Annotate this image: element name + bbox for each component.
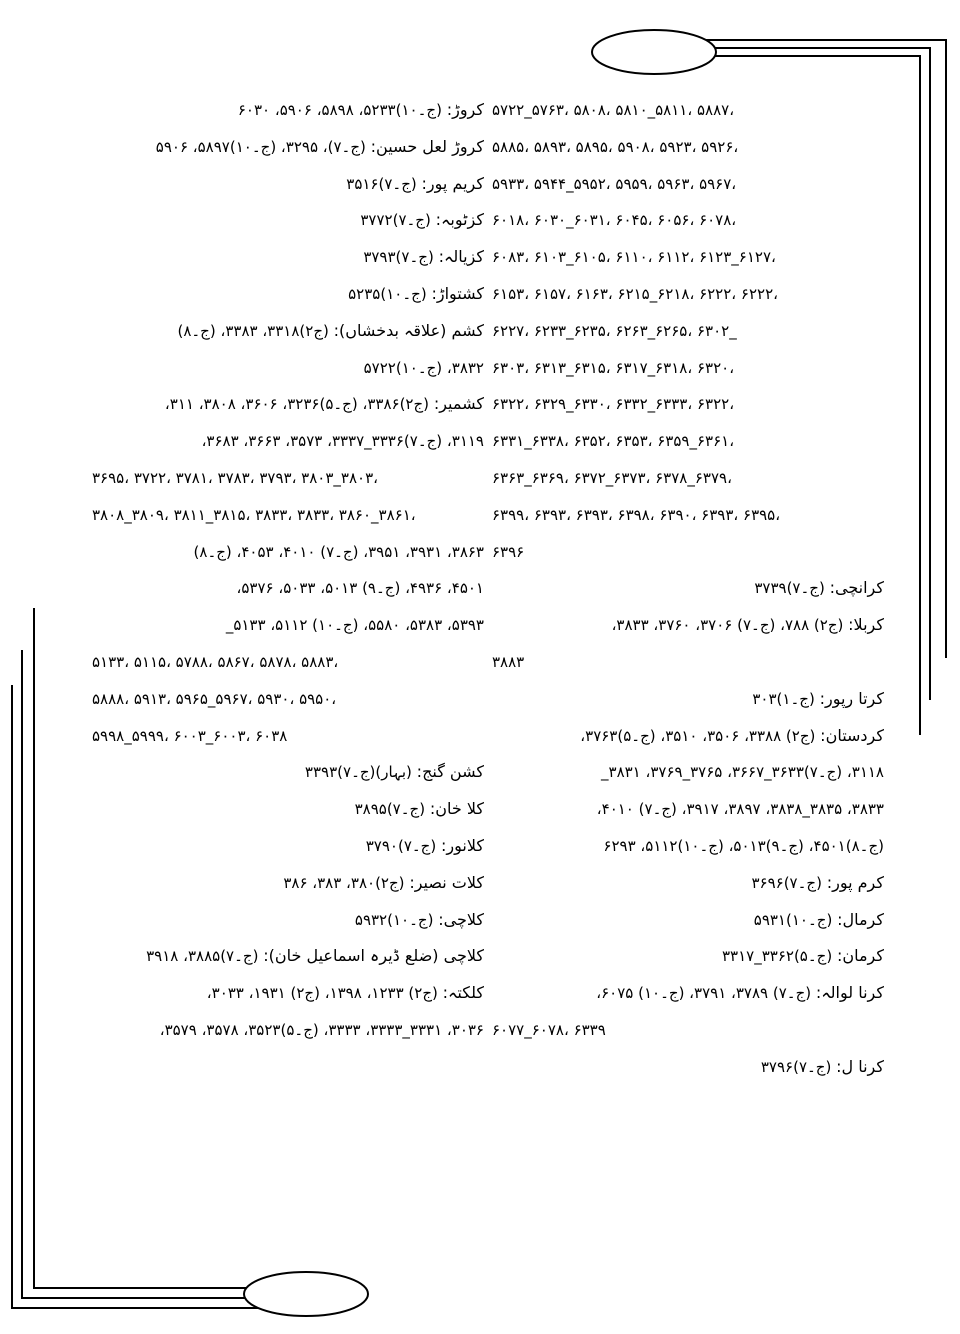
- index-refs: ۶۳۰۳، ۶۳۱۳_۶۳۱۵، ۶۳۱۷_۶۳۱۸، ۶۳۲۰،: [492, 358, 735, 377]
- index-refs: ۵۷۲۲_۵۷۶۳، ۵۸۰۸، ۵۸۱۰_۵۸۱۱، ۵۸۸۷،: [492, 101, 735, 119]
- index-head: کزٹوبہ:: [435, 210, 484, 230]
- index-refs: (ج۲)۳۳۸۶، (ج۔۵)۳۲۳۶، ۳۶۰۶، ۳۸۰۸، ۳۱۱،: [164, 395, 430, 414]
- index-head: کشم (علاقہ بدخشاں):: [333, 320, 484, 340]
- index-line: [92, 313, 484, 350]
- index-line: [492, 166, 884, 203]
- index-line: [492, 828, 884, 865]
- index-refs: ۶۳۶۳_۶۳۶۹، ۶۳۷۲_۶۳۷۳، ۶۳۷۸_۶۳۷۹،: [492, 468, 732, 487]
- index-refs: ۳۸۸۳: [492, 652, 525, 671]
- index-line: [92, 386, 484, 423]
- bottom-ornament-oval: [244, 1272, 368, 1316]
- index-refs: (ج۲) ۷۸۸، (ج۔۷) ۳۷۰۶، ۳۷۶۰، ۳۸۳۳،: [611, 616, 844, 635]
- index-refs: ۶۰۷۷_۶۰۷۸، ۶۳۳۹: [492, 1020, 606, 1039]
- index-line: [92, 276, 484, 313]
- index-refs: ۳۶۹۵، ۳۷۲۲، ۳۷۸۱، ۳۷۸۳، ۳۷۹۳، ۳۸۰۳_۳۸۰۳،: [92, 468, 378, 487]
- index-refs: ۶۰۱۸، ۶۰۳۰_۶۰۳۱، ۶۰۴۵، ۶۰۵۶، ۶۰۷۸،: [492, 211, 737, 230]
- index-refs: (ج۔۱۰)۵۲۳۵: [348, 284, 427, 303]
- index-line: [92, 92, 484, 129]
- index-refs: (بہار)(ج۔۷)۳۳۹۳: [304, 763, 412, 782]
- index-refs: ۳۱۱۸، (ج۔۷)۳۶۳۳_۳۶۶۷، ۳۷۶۵_۳۷۶۹، ۳۸۳۱_: [601, 763, 884, 782]
- index-line: [492, 276, 884, 313]
- index-refs: ۵۱۳۳، ۵۱۱۵، ۵۷۸۸، ۵۸۶۷، ۵۸۷۸، ۵۸۸۳،: [92, 652, 339, 671]
- index-line: [92, 607, 484, 644]
- index-head: کزیالہ:: [438, 247, 484, 267]
- index-refs: ۶۳۲۲، ۶۳۲۹_۶۳۳۰، ۶۳۳۲_۶۳۳۳، ۶۳۲۲،: [492, 395, 735, 414]
- index-line: [492, 313, 884, 350]
- index-head: کرنا لوالہ:: [815, 983, 884, 1003]
- index-refs: (ج۔۱۰)۵۹۳۱: [753, 910, 833, 929]
- index-refs: (ج۲) ۱۲۳۳، ۱۳۹۸، (ج۲) ۱۹۳۱، ۳۰۳۳،: [206, 984, 438, 1003]
- index-head: کرتا رپور:: [819, 688, 884, 708]
- index-line: [92, 534, 484, 571]
- index-refs: ۵۹۹۸_۵۹۹۹، ۶۰۰۳_۶۰۰۳، ۶۰۳۸: [92, 726, 288, 745]
- index-head: کربلا:: [848, 615, 884, 635]
- index-refs: (ج۔۷)۳۷۳۹: [754, 579, 825, 598]
- index-refs: ۳۰۳۶، ۳۳۳۱_۳۳۳۳، ۳۳۳۳، (ج۔۵)۳۵۲۳، ۳۵۷۸، ۳۵۷۹،: [159, 1020, 484, 1039]
- index-refs: (ج۔۷)۳۷۹۶: [760, 1057, 832, 1076]
- index-line: [92, 902, 484, 939]
- index-head: کریم پور:: [421, 173, 484, 193]
- index-refs: ۶۲۲۷، ۶۲۳۳_۶۲۳۵، ۶۲۶۳_۶۲۶۵، ۶۳۰۲_: [492, 321, 737, 340]
- index-line: [492, 718, 884, 755]
- index-line: [92, 681, 484, 718]
- index-line: [492, 460, 884, 497]
- index-refs: (ج۔۷)۳۷۹۰: [365, 836, 437, 855]
- index-head: کرم پور:: [826, 872, 884, 892]
- index-refs: (ج۲)۳۳۱۸، ۳۳۸۳، (ج۔۸): [177, 321, 329, 340]
- index-line: [92, 791, 484, 828]
- index-refs: (ج۔۱۰)۵۲۳۳، ۵۸۹۸، ۵۹۰۶، ۶۰۳۰: [237, 101, 442, 119]
- index-line: [92, 166, 484, 203]
- index-line: [492, 570, 884, 607]
- index-refs: ۳۸۳۲، (ج۔۱۰)۵۷۲۲: [363, 358, 484, 377]
- index-line: [92, 239, 484, 276]
- index-line: [92, 1012, 484, 1049]
- index-line: [92, 938, 484, 975]
- index-refs: ۵۸۸۸، ۵۹۱۳، ۵۹۶۵_۵۹۶۷، ۵۹۳۰، ۵۹۵۰،: [92, 689, 337, 708]
- index-head: کروڑ لعل حسین:: [370, 136, 484, 156]
- index-refs: ۶۱۵۳، ۶۱۵۷، ۶۱۶۳، ۶۲۱۵_۶۲۱۸، ۶۲۲۲، ۶۲۲۲،: [492, 284, 778, 303]
- index-line: [492, 865, 884, 902]
- index-line: [492, 202, 884, 239]
- index-line: [92, 644, 484, 681]
- index-line: [492, 129, 884, 166]
- index-head: کروڑ:: [446, 100, 484, 119]
- index-head: کلکتہ:: [442, 983, 484, 1003]
- index-head: کلات نصیر:: [409, 872, 484, 892]
- index-refs: ۴۵۰۱، ۴۹۳۶، (ج۔۹) ۵۰۱۳، ۵۰۳۳، ۵۳۷۶،: [236, 579, 484, 598]
- index-line: [92, 202, 484, 239]
- index-line: [492, 1012, 884, 1049]
- index-line: [92, 350, 484, 387]
- top-ornament-oval: [592, 30, 716, 74]
- index-refs: ۶۰۸۳، ۶۱۰۳_۶۱۰۵، ۶۱۱۰، ۶۱۱۲، ۶۱۲۳_۶۱۲۷،: [492, 248, 776, 267]
- index-refs: (ج۔۷)۳۸۹۵: [354, 800, 426, 819]
- index-refs: (ج۔۷)۳۶۹۶: [751, 873, 822, 892]
- index-refs: (ج۔۱)۳۰۳: [752, 689, 815, 708]
- index-refs: ۶۳۳۱_۶۳۳۸، ۶۳۵۲، ۶۳۵۳، ۶۳۵۹_۶۳۶۱،: [492, 432, 735, 451]
- index-refs: (ج۔۷)۳۷۷۲: [360, 211, 431, 230]
- index-line: [92, 975, 484, 1012]
- index-refs: (ج۔۵)۳۳۶۲_۳۳۱۷: [721, 947, 833, 966]
- index-line: [92, 865, 484, 902]
- index-refs: (ج۔۱۰)۵۹۳۲: [354, 910, 434, 929]
- index-line: [492, 92, 884, 129]
- index-line: [492, 681, 884, 718]
- index-refs: ۳۱۱۹، (ج۔۷)۳۳۳۶_۳۳۳۷، ۳۵۷۳، ۳۶۶۳، ۳۶۸۳،: [201, 432, 484, 451]
- index-head: کلانور:: [441, 835, 484, 855]
- left-column: [92, 92, 484, 1049]
- index-line: [492, 791, 884, 828]
- index-line: [92, 423, 484, 460]
- index-line: [492, 607, 884, 644]
- index-refs: ۳۸۳۳، ۳۸۳۵_۳۸۳۸، ۳۸۹۷، ۳۹۱۷، (ج۔۷) ۴۰۱۰،: [596, 800, 884, 819]
- index-line: [92, 718, 484, 755]
- index-line: [492, 386, 884, 423]
- index-head: کرانچی:: [829, 578, 884, 598]
- index-head: کلا خان:: [429, 799, 484, 819]
- index-line: [92, 129, 484, 166]
- index-head: کشمیر:: [433, 394, 484, 414]
- index-refs: ۵۸۸۵، ۵۸۹۳، ۵۸۹۵، ۵۹۰۸، ۵۹۲۳، ۵۹۲۶،: [492, 137, 739, 156]
- index-refs: ۳۸۰۸_۳۸۰۹، ۳۸۱۱_۳۸۱۵، ۳۸۳۳، ۳۸۳۳، ۳۸۶۰_۳۸۶۱،: [92, 505, 416, 524]
- index-refs: ۵۳۹۳، ۵۳۸۳، ۵۵۸۰، (ج۔۱۰) ۵۱۱۲، ۵۱۳۳_: [225, 616, 484, 635]
- index-line: [492, 534, 884, 571]
- index-line: [492, 350, 884, 387]
- index-line: [492, 975, 884, 1012]
- index-refs: (ج۔۷)۳۷۹۳: [363, 248, 434, 267]
- index-line: [492, 497, 884, 534]
- index-line: [492, 644, 884, 681]
- index-refs: (ج۔۷) ۳۷۸۹، ۳۷۹۱، (ج۔۱۰) ۶۰۷۵،: [596, 984, 812, 1003]
- index-refs: ۶۳۹۶: [492, 542, 525, 561]
- index-refs: (ج۲) ۳۳۸۸، ۳۵۰۶، ۳۵۱۰، (ج۔۵)۳۷۶۳،: [580, 726, 816, 745]
- index-line: [92, 460, 484, 497]
- index-line: [492, 938, 884, 975]
- index-line: [492, 1049, 884, 1086]
- index-refs: (ج۔۷)۳۸۸۵، ۳۹۱۸: [146, 947, 259, 966]
- index-refs: ۶۳۹۹، ۶۳۹۳، ۶۳۹۳، ۶۳۹۸، ۶۳۹۰، ۶۳۹۳، ۶۳۹۵،: [492, 505, 781, 524]
- index-refs: (ج۔۷)، ۳۲۹۵، (ج۔۱۰)۵۸۹۷، ۵۹۰۶: [155, 137, 366, 156]
- index-head: کرمان:: [836, 946, 884, 966]
- index-head: کرمال:: [837, 909, 884, 929]
- right-column: [492, 92, 884, 1086]
- index-refs: (ج۲)۳۸۰، ۳۸۳، ۳۸۶: [283, 873, 405, 892]
- index-line: [92, 754, 484, 791]
- index-line: [492, 239, 884, 276]
- index-line: [92, 828, 484, 865]
- index-head: کرنا ل:: [836, 1056, 884, 1076]
- index-refs: ۵۹۳۳، ۵۹۴۴_۵۹۵۲، ۵۹۵۹، ۵۹۶۳، ۵۹۶۷،: [492, 174, 737, 193]
- index-line: [92, 497, 484, 534]
- index-line: [492, 754, 884, 791]
- index-head: کلاچی (ضلع ڈیرہ اسماعیل خان):: [263, 946, 484, 966]
- index-refs: (ج۔۸)۴۵۰۱، (ج۔۹)۵۰۱۳، (ج۔۱۰)۵۱۱۲، ۶۲۹۳: [603, 836, 884, 855]
- index-head: کلاچی:: [438, 909, 484, 929]
- index-line: [92, 570, 484, 607]
- index-refs: ۳۸۶۳، ۳۹۳۱، ۳۹۵۱، (ج۔۷) ۴۰۱۰، ۴۰۵۳، (ج۔۸): [193, 542, 484, 561]
- index-line: [492, 902, 884, 939]
- index-head: کشتواڑ:: [431, 283, 484, 303]
- index-refs: (ج۔۷)۳۵۱۶: [346, 174, 417, 193]
- index-line: [492, 423, 884, 460]
- index-head: کردستان:: [820, 725, 884, 745]
- index-head: کشن گنج:: [416, 762, 484, 782]
